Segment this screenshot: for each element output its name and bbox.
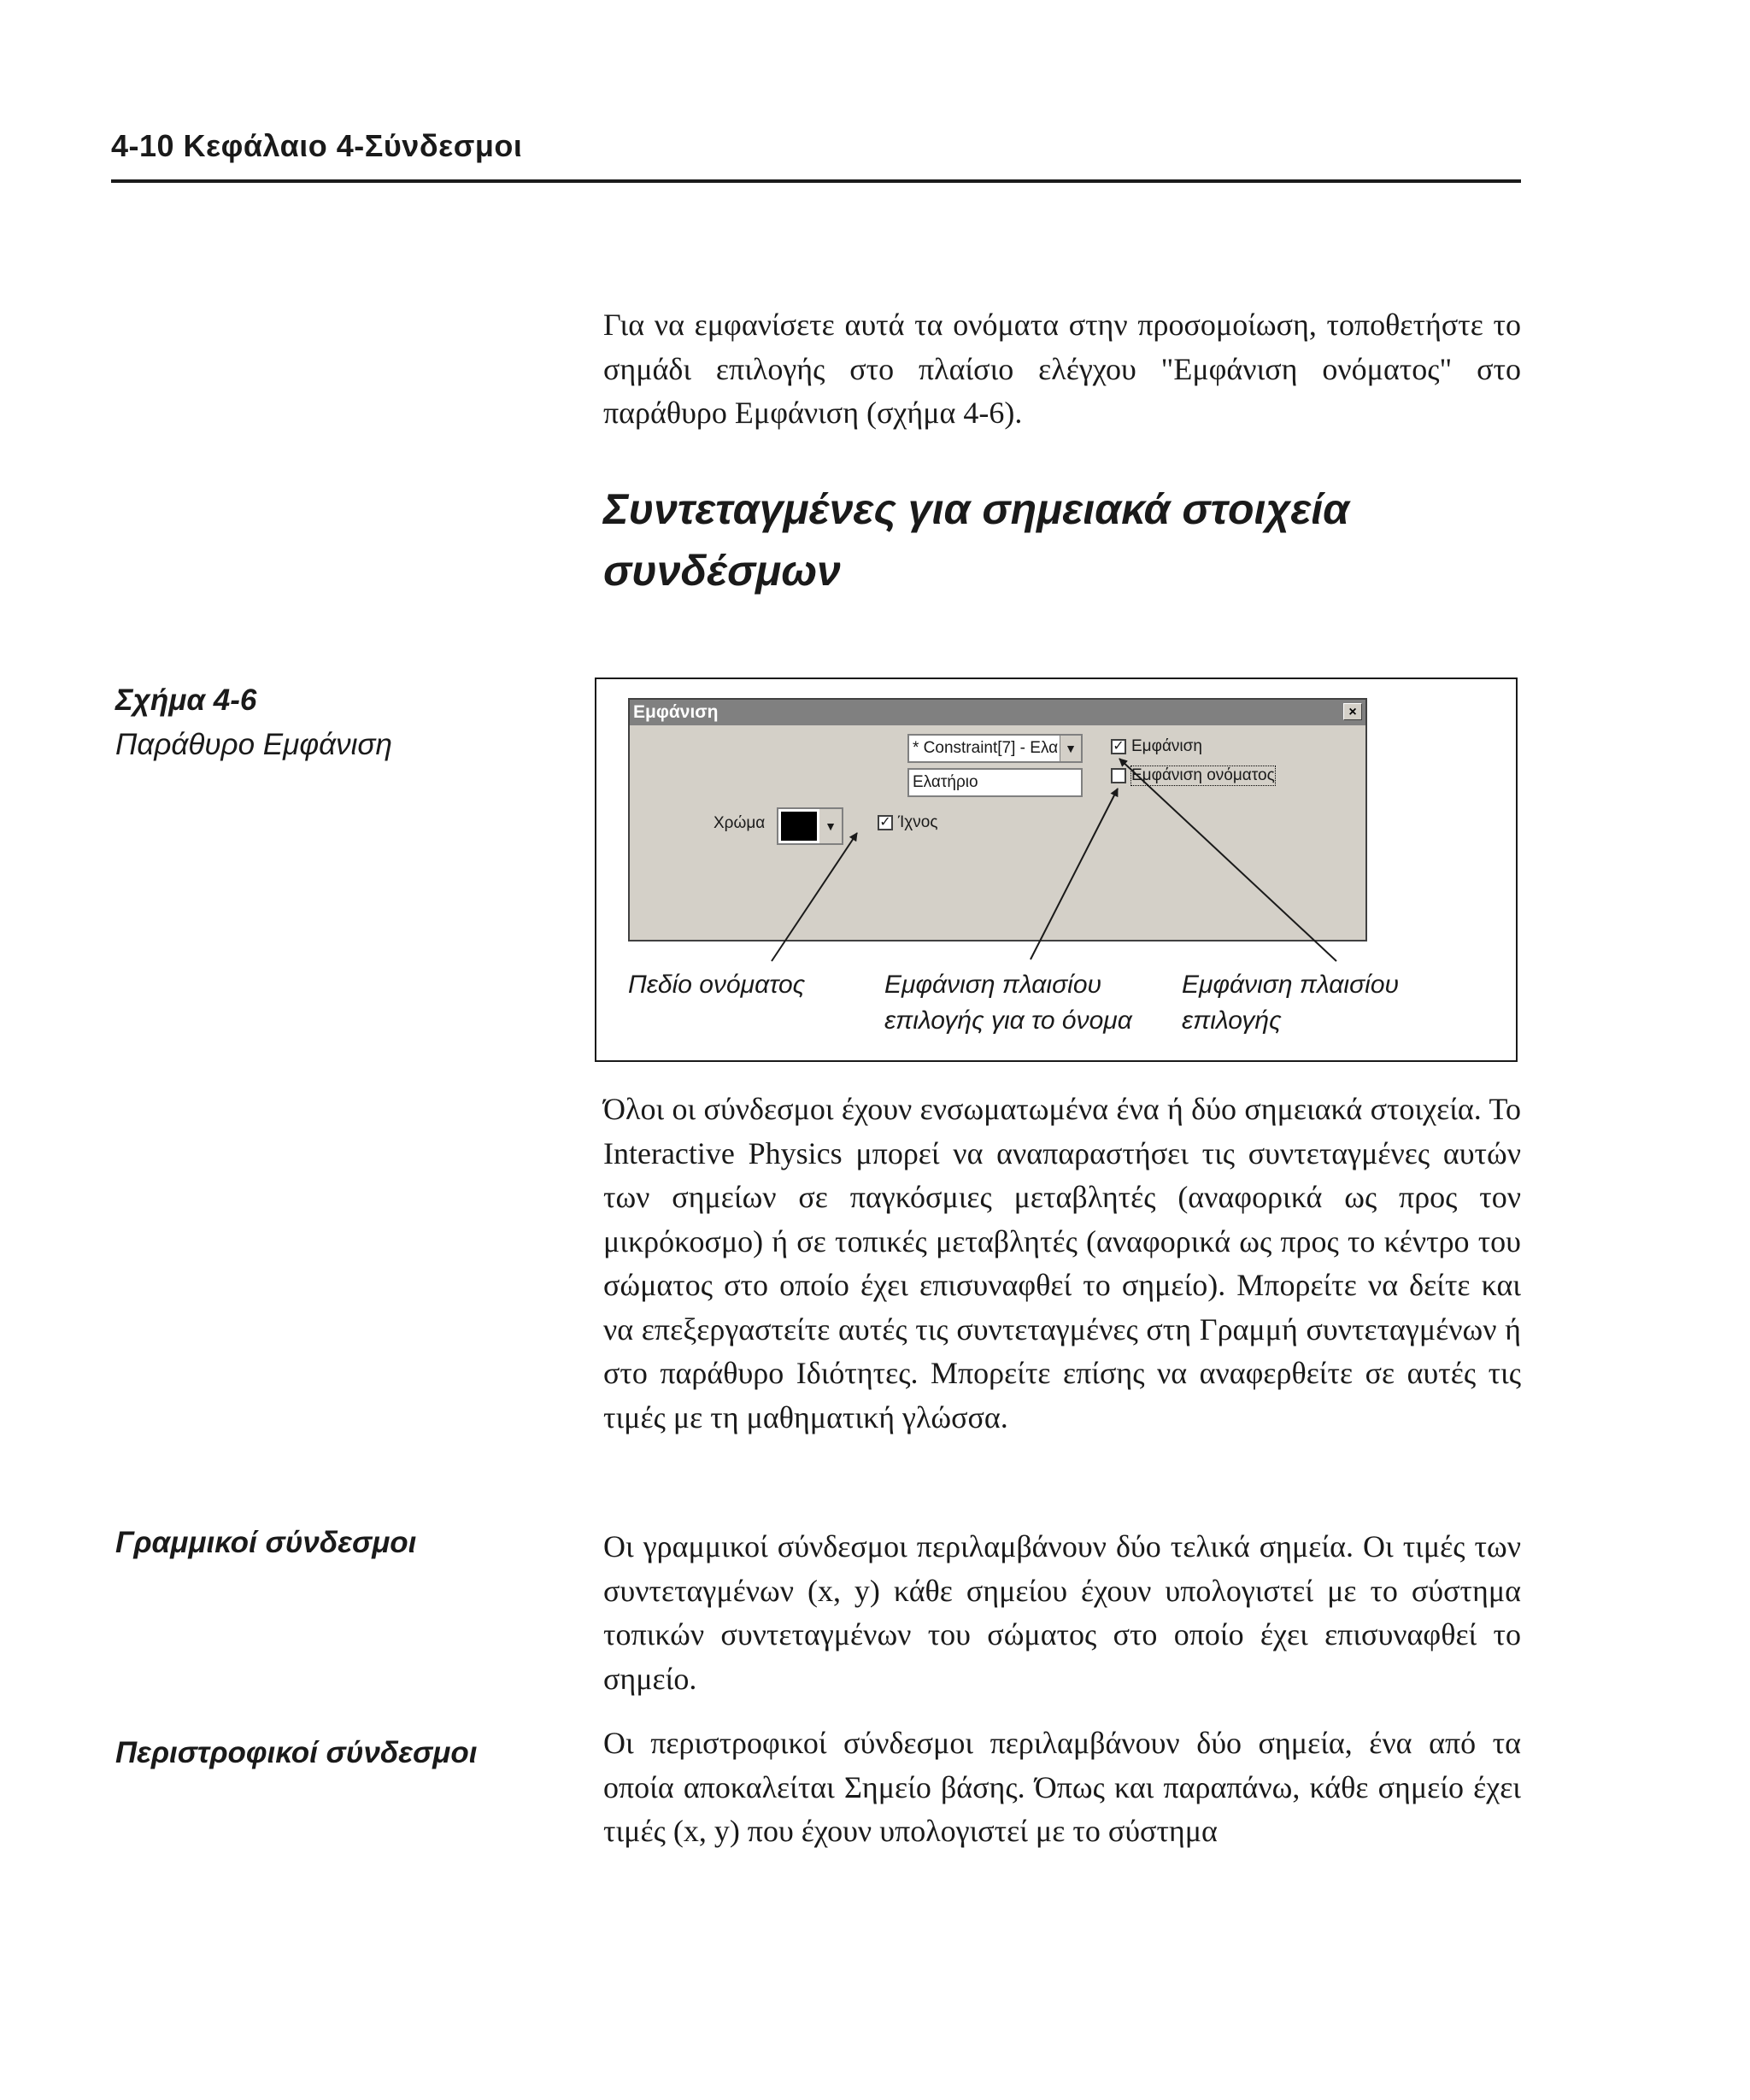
show-check-box[interactable]: ✓ — [1111, 739, 1126, 754]
callout-show-checkbox — [1182, 967, 1399, 1039]
figure-number: Σχήμα 4-6 — [115, 683, 257, 717]
figure-4-6 — [595, 678, 1518, 1062]
callout-show-checkbox-line2: επιλογής — [1182, 1006, 1282, 1035]
close-icon[interactable]: × — [1343, 703, 1362, 720]
section-title: Συντεταγμένες για σημειακά στοιχεία συνδέσμων — [603, 485, 1350, 595]
chevron-down-icon[interactable]: ▼ — [819, 809, 842, 843]
name-field[interactable]: Ελατήριο — [907, 768, 1083, 797]
rotational-paragraph: Οι περιστροφικοί σύνδεσμοι περιλαμβάνουν δύο σημεία, ένα από τα οποία αποκαλείται Σημείο βάσης. Όπως και παραπάνω, κάθε σημείο έχει τιμές (x, y) που έχουν υπολογιστεί με το σύστημα — [603, 1726, 1521, 1848]
trace-label: Ίχνος — [898, 813, 938, 831]
trace-check-box[interactable]: ✓ — [878, 815, 893, 830]
callout-name-checkbox-line1: Εμφάνιση πλαισίου — [884, 971, 1102, 999]
figure-caption: Παράθυρο Εμφάνιση — [115, 728, 392, 761]
intro-paragraph: Για να εμφανίσετε αυτά τα ονόματα στην προσομοίωση, τοποθετήστε το σημάδι επιλογής στο πλαίσιο ελέγχου "Εμφάνιση ονόματος" στο παράθυρο Εμφάνιση (σχήμα 4-6). — [603, 308, 1521, 430]
show-name-label: Εμφάνιση ονόματος — [1131, 766, 1275, 784]
callout-name-field: Πεδίο ονόματος — [628, 971, 806, 999]
callout-name-checkbox-line2: επιλογής για το όνομα — [884, 1006, 1132, 1035]
rotational-heading: Περιστροφικοί σύνδεσμοι — [115, 1736, 478, 1769]
callout-show-checkbox-line1: Εμφάνιση πλαισίου — [1182, 971, 1400, 999]
color-label: Χρώμα — [714, 814, 766, 832]
page-header: 4-10 Κεφάλαιο 4-Σύνδεσμοι — [111, 128, 523, 163]
constraint-value: * Constraint[7] - Ελα — [913, 739, 1059, 757]
callout-name-checkbox — [884, 967, 1132, 1039]
arrow-show-checkbox — [1119, 759, 1336, 961]
arrow-name-field — [772, 833, 857, 961]
arrow-name-checkbox — [1031, 789, 1118, 959]
header-rule — [111, 179, 1521, 183]
linear-heading: Γραμμικοί σύνδεσμοι — [115, 1526, 417, 1559]
chevron-down-icon[interactable]: ▼ — [1060, 736, 1081, 761]
points-paragraph: Όλοι οι σύνδεσμοι έχουν ενσωματωμένα ένα ή δύο σημειακά στοιχεία. Το Interactive Physics μπορεί να αναπαραστήσει τις συντεταγμένες αυτών των σημείων σε παγκόσμιες μεταβλητές (αναφορικά ως προς τον μικρόκοσμο) ή σε τοπικές μεταβλητές (αναφορικά ως προς το κέντρο του σώματος στο οποίο έχει επισυναφθεί το σημείο). Μπορείτε να δείτε και να επεξεργαστείτε αυτές τις συντεταγμένες στη Γραμμή συντεταγμένων ή στο παράθυρο Ιδιότητες. Μπορείτε επίσης να αναφερθείτε σε αυτές τις τιμές με τη μαθηματική γλώσσα. — [603, 1092, 1521, 1434]
show-label: Εμφάνιση — [1131, 737, 1202, 755]
figure-label — [115, 678, 392, 767]
linear-paragraph: Οι γραμμικοί σύνδεσμοι περιλαμβάνουν δύο τελικά σημεία. Οι τιμές των συντεταγμένων (x, y) κάθε σημείου έχουν υπολογιστεί με το σύστημα τοπικών συντεταγμένων του σώματος στο οποίο έχει επισυναφθεί το σημείο. — [603, 1529, 1521, 1696]
dialog-title: Εμφάνιση — [633, 702, 719, 722]
